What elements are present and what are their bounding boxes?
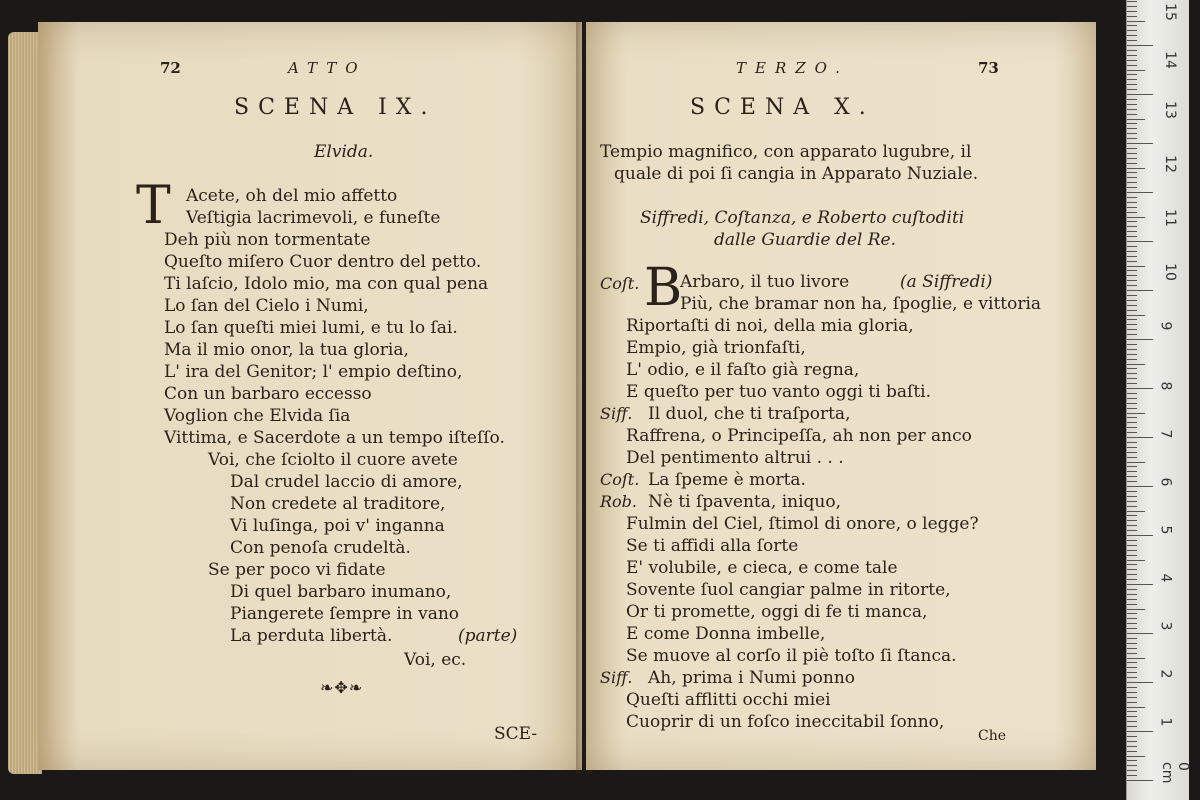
ruler-tick [1127, 594, 1137, 595]
ruler-tick [1127, 383, 1137, 384]
ruler-number: 10 [1161, 263, 1178, 281]
ruler-tick [1127, 109, 1137, 110]
right-page-number: 73 [978, 59, 999, 77]
ruler-tick [1127, 775, 1137, 776]
ruler-tick [1127, 212, 1137, 213]
page-edges [8, 32, 42, 774]
right-running-head: TERZO. [736, 59, 849, 77]
ruler-tick [1127, 408, 1137, 409]
speaker-label: Siff. [600, 404, 633, 423]
ruler-tick [1127, 746, 1137, 747]
ruler-tick [1127, 579, 1137, 580]
ruler-tick [1127, 711, 1137, 712]
ruler-tick [1127, 266, 1145, 267]
verse-line: Il duol, che ti traſporta, [648, 404, 851, 424]
verse-line: Ti laſcio, Idolo mio, ma con qual pena [164, 274, 489, 294]
ruler-tick [1127, 217, 1145, 218]
verse-line: L' ira del Genitor; l' empio deſtino, [164, 362, 463, 382]
ruler-tick [1127, 60, 1137, 61]
ruler-tick [1127, 16, 1137, 17]
ruler-tick [1127, 197, 1137, 198]
ruler-tick [1127, 324, 1137, 325]
ruler-tick [1127, 364, 1145, 365]
ruler-tick [1127, 515, 1137, 516]
ruler-tick [1127, 726, 1137, 727]
ruler-tick [1127, 702, 1137, 703]
ruler-tick [1127, 756, 1145, 757]
ruler-number: 5 [1157, 525, 1174, 535]
ruler-tick [1127, 736, 1137, 737]
verse-line: Del pentimento altrui . . . [626, 448, 844, 468]
ruler-number: 11 [1161, 209, 1178, 227]
ruler-tick [1127, 765, 1137, 766]
ruler-tick [1127, 373, 1137, 374]
ruler-tick [1127, 427, 1137, 428]
ruler-tick [1127, 677, 1137, 678]
verse-line: Lo ſan del Cielo i Numi, [164, 296, 369, 316]
ruler-tick [1127, 432, 1137, 433]
aria-line: Se per poco vi fidate [208, 560, 386, 580]
ruler-tick [1127, 442, 1137, 443]
ruler-tick [1127, 202, 1137, 203]
ruler-tick [1127, 658, 1145, 659]
ruler-tick [1127, 520, 1137, 521]
ruler-tick [1127, 354, 1137, 355]
ruler-tick [1127, 89, 1137, 90]
verse-line: Sovente ſuol cangiar palme in ritorte, [626, 580, 951, 600]
aria-line: Piangerete ſempre in vano [230, 604, 460, 624]
ruler-tick [1127, 545, 1137, 546]
ruler-tick [1127, 133, 1137, 134]
ruler-tick [1127, 525, 1137, 526]
ruler-tick [1127, 550, 1137, 551]
verse-line: Veſtigia lacrimevoli, e funeſte [186, 208, 441, 228]
verse-line: Raffrena, o Principeſſa, ah non per anco [626, 426, 972, 446]
stage-direction: (parte) [458, 626, 518, 646]
ruler-tick [1127, 731, 1153, 732]
ruler-tick [1127, 251, 1137, 252]
ruler-number: 8 [1157, 381, 1174, 391]
ruler-tick [1127, 471, 1137, 472]
ruler-tick [1127, 138, 1137, 139]
ruler-tick [1127, 511, 1145, 512]
verse-line: Acete, oh del mio affetto [186, 186, 398, 206]
ruler-tick [1127, 6, 1137, 7]
ruler-tick [1127, 261, 1137, 262]
left-page [38, 22, 582, 770]
ruler-number: 12 [1161, 155, 1178, 173]
ruler-tick [1127, 187, 1137, 188]
ruler-tick [1127, 84, 1137, 85]
ruler-tick [1127, 319, 1137, 320]
ruler-tick [1127, 417, 1137, 418]
ruler-tick [1127, 344, 1137, 345]
ruler-tick [1127, 74, 1137, 75]
ruler-tick [1127, 305, 1137, 306]
ruler-tick [1127, 128, 1137, 129]
ruler-tick [1127, 584, 1153, 585]
ruler-tick [1127, 589, 1137, 590]
verse-line: Lo ſan queſti miei lumi, e tu lo ſai. [164, 318, 458, 338]
ruler-tick [1127, 540, 1137, 541]
ruler-tick [1127, 667, 1137, 668]
ruler-tick [1127, 486, 1153, 487]
ruler-tick [1127, 50, 1137, 51]
ruler-tick [1127, 643, 1137, 644]
verse-line: La ſpeme è morta. [648, 470, 806, 490]
ruler-tick [1127, 256, 1137, 257]
ruler-tick [1127, 403, 1137, 404]
ruler-tick [1127, 221, 1137, 222]
ruler-tick [1127, 143, 1153, 144]
ruler-tick [1127, 760, 1137, 761]
ruler-tick [1127, 359, 1137, 360]
right-catchword: Che [978, 728, 1007, 744]
left-catchword: SCE- [494, 724, 538, 744]
ruler-tick [1127, 648, 1137, 649]
ruler-tick [1127, 104, 1137, 105]
speaker-label: Siff. [600, 668, 633, 687]
ruler-tick [1127, 623, 1137, 624]
ruler-tick [1127, 447, 1137, 448]
open-book [8, 22, 1100, 782]
ruler-tick [1127, 662, 1137, 663]
ruler-tick [1127, 422, 1137, 423]
ruler-tick [1127, 682, 1153, 683]
ruler-tick [1127, 707, 1145, 708]
ruler-tick [1127, 182, 1137, 183]
aria-line: Di quel barbaro inumano, [230, 582, 452, 602]
ruler-tick [1127, 716, 1137, 717]
aria-line: Voi, che ſciolto il cuore avete [208, 450, 458, 470]
setting-line: quale di poi ſi cangia in Apparato Nuziale. [614, 164, 979, 184]
ruler-tick [1127, 114, 1137, 115]
ruler-tick [1127, 388, 1153, 389]
ruler-tick [1127, 148, 1137, 149]
right-page [586, 22, 1096, 770]
ruler-tick [1127, 236, 1137, 237]
ruler-tick [1127, 770, 1137, 771]
ruler-tick [1127, 79, 1137, 80]
ruler-number: 15 [1161, 3, 1178, 21]
speaker-label: Coſt. [600, 470, 640, 489]
verse-line: E queſto per tuo vanto oggi ti baſti. [626, 382, 932, 402]
aria-line: Voi, ec. [404, 650, 467, 670]
ruler-tick [1127, 349, 1137, 350]
ruler-tick [1127, 45, 1153, 46]
characters-line: Siffredi, Coſtanza, e Roberto cuſtoditi [640, 208, 965, 228]
ruler-tick [1127, 481, 1137, 482]
ruler-number: 3 [1157, 621, 1174, 631]
ruler-tick [1127, 697, 1137, 698]
verse-line: Voglion che Elvida ſia [164, 406, 351, 426]
ruler-tick [1127, 466, 1137, 467]
ruler-tick [1127, 153, 1137, 154]
ruler-tick [1127, 1, 1137, 2]
verse-line: Se ti affidi alla ſorte [626, 536, 799, 556]
ruler-tick [1127, 21, 1145, 22]
ruler-tick [1127, 25, 1137, 26]
setting-line: Tempio magnifico, con apparato lugubre, il [600, 142, 972, 162]
ruler-tick [1127, 741, 1137, 742]
ruler-tick [1127, 638, 1137, 639]
verse-line: E' volubile, e cieca, e come tale [626, 558, 898, 578]
ruler-tick [1127, 99, 1137, 100]
ruler-tick [1127, 40, 1137, 41]
ruler-tick [1127, 491, 1137, 492]
verse-line: Queſti afflitti occhi miei [626, 690, 831, 710]
ruler-tick [1127, 599, 1137, 600]
ruler-number: 6 [1157, 477, 1174, 487]
ruler-tick [1127, 226, 1137, 227]
ruler-tick [1127, 30, 1137, 31]
ruler-tick [1127, 168, 1145, 169]
speaker-label: Coſt. [600, 274, 640, 293]
ruler-tick [1127, 35, 1137, 36]
ruler-tick [1127, 569, 1137, 570]
ruler-tick [1127, 177, 1137, 178]
ruler-tick [1127, 158, 1137, 159]
ruler-tick [1127, 339, 1153, 340]
ruler-tick [1127, 11, 1137, 12]
ruler-tick [1127, 437, 1153, 438]
ruler-tick [1127, 633, 1153, 634]
ruler-tick [1127, 413, 1145, 414]
verse-line: Arbaro, il tuo livore [680, 272, 850, 292]
ruler-tick [1127, 452, 1137, 453]
aside-direction: (a Siffredi) [900, 272, 993, 292]
ruler-tick [1127, 192, 1153, 193]
ruler-tick [1127, 618, 1137, 619]
ruler-tick [1127, 123, 1137, 124]
speaker-label: Rob. [600, 492, 638, 511]
verse-line: Più, che bramar non ha, ſpoglie, e vittoria [680, 294, 1042, 314]
ruler-tick [1127, 476, 1137, 477]
verse-line: Empio, già trionfaſti, [626, 338, 806, 358]
left-drop-cap: T [136, 176, 171, 236]
left-running-head: ATTO [288, 59, 367, 77]
ruler-tick [1127, 692, 1137, 693]
ruler-number: 9 [1157, 321, 1174, 331]
ruler-tick [1127, 246, 1137, 247]
ruler-tick [1127, 119, 1145, 120]
ruler-tick [1127, 535, 1153, 536]
aria-line: La perduta libertà. [230, 626, 393, 646]
ruler-tick [1127, 285, 1137, 286]
ruler-tick [1127, 290, 1153, 291]
ruler-tick [1127, 94, 1153, 95]
ruler-tick [1127, 368, 1137, 369]
ruler-tick [1127, 275, 1137, 276]
ruler-tick [1127, 65, 1137, 66]
ruler-tick [1127, 310, 1137, 311]
ruler-tick [1127, 721, 1137, 722]
ruler-tick [1127, 70, 1145, 71]
ruler-tick [1127, 241, 1153, 242]
ruler-zero-label: 0 cm [1159, 762, 1191, 784]
verse-line: Ah, prima i Numi ponno [648, 668, 856, 688]
right-scene-title: SCENA X. [690, 95, 875, 120]
ruler-number: 7 [1157, 429, 1174, 439]
ruler-tick [1127, 378, 1137, 379]
ruler-tick [1127, 609, 1145, 610]
ruler-tick [1127, 564, 1137, 565]
ruler-tick [1127, 687, 1137, 688]
verse-line: E come Donna imbelle, [626, 624, 826, 644]
ruler-tick [1127, 613, 1137, 614]
ruler-number: 4 [1157, 573, 1174, 583]
verse-line: Riportaſti di noi, della mia gloria, [626, 316, 914, 336]
ruler-tick [1127, 315, 1145, 316]
verse-line: Or ti promette, oggi di fe ti manca, [626, 602, 928, 622]
ruler-tick [1127, 496, 1137, 497]
ruler-tick [1127, 393, 1137, 394]
ruler-tick [1127, 751, 1137, 752]
ruler-number: 1 [1157, 717, 1174, 727]
verse-line: Se muove al corſo il piè toſto ſi ſtanca. [626, 646, 957, 666]
verse-line: Vittima, e Sacerdote a un tempo iſteſſo. [164, 428, 505, 448]
ruler-tick [1127, 55, 1137, 56]
ruler-tick [1127, 300, 1137, 301]
right-drop-cap: B [644, 258, 683, 318]
ruler-tick [1127, 280, 1137, 281]
ruler-tick [1127, 506, 1137, 507]
characters-line: dalle Guardie del Re. [714, 230, 896, 250]
ruler-tick [1127, 163, 1137, 164]
ruler-tick [1127, 672, 1137, 673]
aria-line: Dal crudel laccio di amore, [230, 472, 463, 492]
verse-line: Con un barbaro eccesso [164, 384, 372, 404]
ruler-number: 13 [1161, 101, 1178, 119]
ruler-tick [1127, 574, 1137, 575]
left-page-number: 72 [160, 59, 181, 77]
ruler-tick [1127, 501, 1137, 502]
ruler-tick [1127, 560, 1145, 561]
ruler-tick [1127, 270, 1137, 271]
verse-line: Queſto miſero Cuor dentro del petto. [164, 252, 482, 272]
left-speaker: Elvida. [314, 142, 374, 162]
ruler-tick [1127, 398, 1137, 399]
verse-line: Deh più non tormentate [164, 230, 371, 250]
ruler-tick [1127, 555, 1137, 556]
ruler-tick [1127, 780, 1153, 781]
aria-line: Con penoſa crudeltà. [230, 538, 411, 558]
ruler-tick [1127, 231, 1137, 232]
ruler-number: 14 [1161, 51, 1178, 69]
ruler-tick [1127, 334, 1137, 335]
ornament: ❧✥❧ [320, 678, 364, 697]
verse-line: L' odio, e il faſto già regna, [626, 360, 860, 380]
ruler-tick [1127, 604, 1137, 605]
ruler-tick [1127, 457, 1137, 458]
ruler-tick [1127, 329, 1137, 330]
verse-line: Cuoprir di un foſco ineccitabil ſonno, [626, 712, 945, 732]
aria-line: Vi luſinga, poi v' inganna [230, 516, 445, 536]
ruler-tick [1127, 530, 1137, 531]
ruler-tick [1127, 653, 1137, 654]
ruler-number: 2 [1157, 669, 1174, 679]
ruler-tick [1127, 207, 1137, 208]
ruler-tick [1127, 172, 1137, 173]
ruler-tick [1127, 628, 1137, 629]
verse-line: Ma il mio onor, la tua gloria, [164, 340, 409, 360]
measuring-ruler [1126, 0, 1189, 800]
ruler-tick [1127, 462, 1145, 463]
verse-line: Fulmin del Ciel, ſtimol di onore, o legge? [626, 514, 979, 534]
left-scene-title: SCENA IX. [234, 95, 437, 120]
verse-line: Nè ti ſpaventa, iniquo, [648, 492, 842, 512]
ruler-tick [1127, 295, 1137, 296]
aria-line: Non credete al traditore, [230, 494, 446, 514]
